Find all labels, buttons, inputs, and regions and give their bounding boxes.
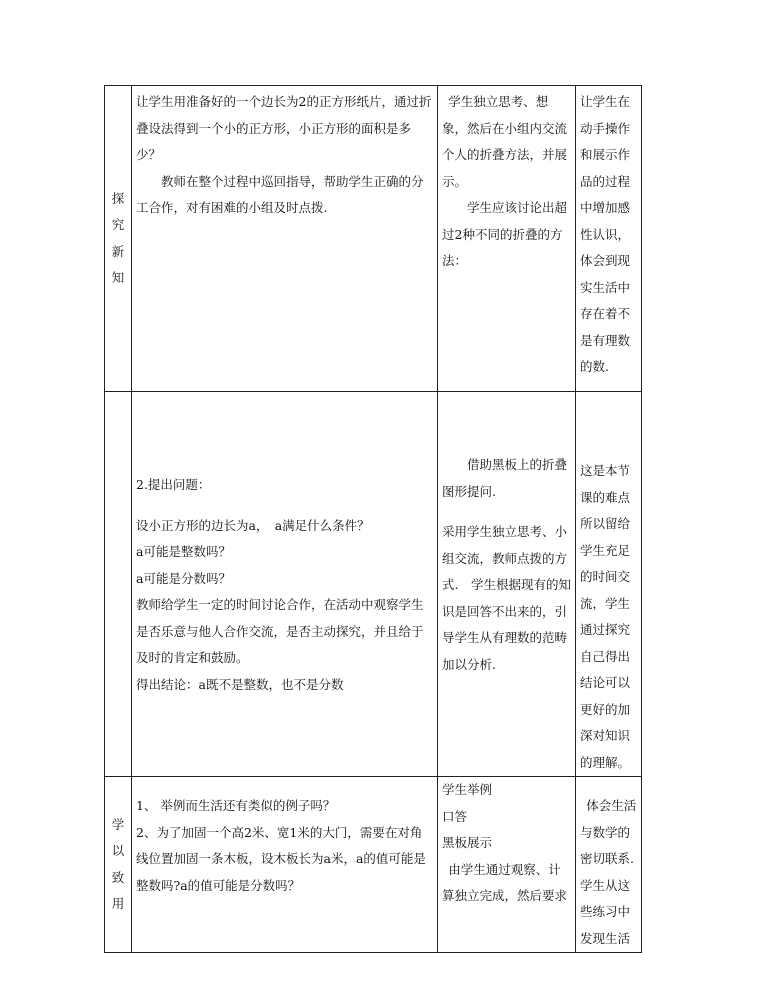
student-activity-cell: [438, 777, 576, 953]
student-activity-cell: [438, 392, 576, 777]
teacher-activity-cell: [132, 392, 438, 777]
table-row: [105, 392, 642, 777]
teacher-activity-cell: [132, 777, 438, 953]
teacher-text: 教师在整个过程中巡回指导，帮助学生正确的分工合作，对有困难的小组及时点拨.: [136, 173, 424, 215]
teacher-text: 教师给学生一定的时间讨论合作，在活动中观察学生是否乐意与他人合作交流，是否主动探究，并且给于及时的肯定和鼓励。: [136, 597, 424, 665]
teacher-text: a可能是整数吗？: [136, 544, 231, 559]
teacher-text: 1、 举例而生活还有类似的例子吗？: [136, 798, 336, 813]
teacher-activity-cell: [132, 86, 438, 392]
student-activity-cell: [438, 86, 576, 392]
teacher-text: 得出结论：a既不是整数，也不是分数: [136, 676, 344, 692]
lesson-plan-table: [104, 85, 642, 953]
stage-cell: [105, 86, 132, 392]
student-text: 采用学生独立思考、小组交流，教师点拨的方式. 学生根据现有的知识是回答不出来的，引导学生从有理数的范畴加以分析.: [442, 524, 571, 672]
table-row: [105, 86, 642, 392]
stage-cell: [105, 777, 132, 953]
design-intent-cell: [576, 777, 642, 953]
stage-label-line: 致用: [111, 869, 125, 911]
student-text: 口答: [442, 808, 468, 824]
stage-label-line: 探究: [111, 190, 125, 232]
teacher-text: a可能是分数吗？: [136, 570, 231, 586]
design-intent-cell: [576, 86, 642, 392]
intent-text: 让学生在动手操作和展示作品的过程中增加感性认识，体会到现实生活中存在着不是有理数的数.: [580, 94, 631, 374]
intent-text: 这是本节课的难点所以留给学生充足的时间交流，学生通过探究自己得出结论可以更好的加深对知识的理解。: [580, 463, 631, 770]
design-intent-cell: [576, 392, 642, 777]
student-text: 黑板展示: [442, 835, 493, 850]
student-text: 借助黑板上的折叠图形提问.: [442, 457, 568, 499]
student-text: 由学生通过观察、计算独立完成，然后要求: [442, 861, 568, 903]
teacher-text: 2、为了加固一个高2米、宽1米的大门，需要在对角线位置加固一条木板，设木板长为a米，a的值可能是整数吗?a的值可能是分数吗？: [136, 824, 426, 893]
student-text: 学生举例: [442, 782, 493, 797]
stage-label-line: 学以: [111, 816, 125, 858]
teacher-text: 设小正方形的边长为a， a满足什么条件？: [136, 517, 370, 533]
student-text: 学生应该讨论出超过2种不同的折叠的方法：: [442, 200, 568, 268]
student-text: 学生独立思考、想象，然后在小组内交流个人的折叠方法，并展示。: [442, 94, 568, 189]
teacher-text: 让学生用准备好的一个边长为2的正方形纸片，通过折叠设法得到一个小的正方形，小正方形的面积是多少？: [136, 94, 432, 162]
stage-label-line: 新知: [111, 243, 125, 285]
teacher-text: 2.提出问题：: [136, 477, 211, 492]
table-row: [105, 777, 642, 953]
stage-cell: [105, 392, 132, 777]
intent-text: 体会生活与数学的密切联系.学生从这些练习中发现生活: [580, 798, 637, 946]
